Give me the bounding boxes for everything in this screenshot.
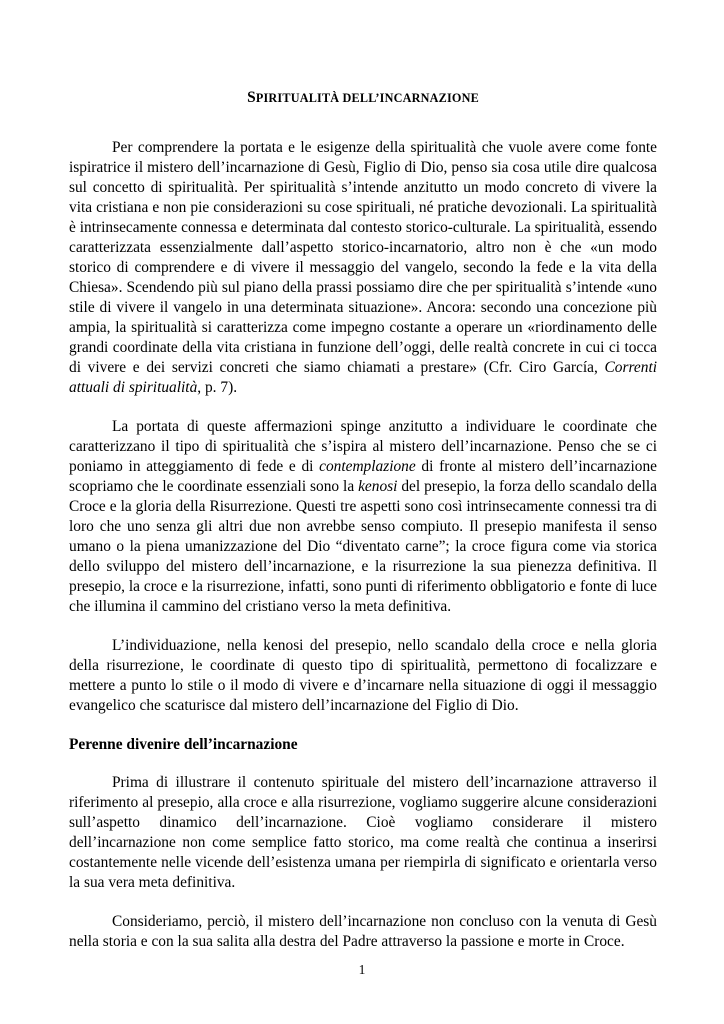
title-rest: PIRITUALITÀ DELL’INCARNAZIONE xyxy=(255,91,479,105)
title-first-letter: S xyxy=(247,89,256,106)
section-heading: Perenne divenire dell’incarnazione xyxy=(69,736,298,753)
section-paragraph-1-text: Prima di illustrare il contenuto spirituale del mistero dell’incarnazione attraverso il riferimento al presepio, alla croce e alla risurrezione, vogliamo suggerire alcune considerazioni sull’aspetto dinamico dell’incarnazione. Cioè vogliamo considerare il mistero dell’incarnazione non come semplice fatto storico, ma come realtà che continua a inserirsi costantemente nelle vicende dell’esistenza umana per riempirla di significato e orientarla verso la sua vera meta definitiva. xyxy=(69,774,657,891)
paragraph-1 xyxy=(69,138,657,398)
paragraph-2-italic-contemplazione: contemplazione xyxy=(319,458,416,475)
document-title xyxy=(69,88,657,108)
section-paragraph-1 xyxy=(69,773,657,893)
paragraph-2-text-2: di fronte al mistero dell’incarnazione scopriamo che le coordinate essenziali sono la xyxy=(69,458,657,495)
paragraph-1-text-2: , p. 7). xyxy=(197,379,238,396)
paragraph-3-text-1: L’individuazione, nella kenosi del presepio, nello scandalo della croce e nella gloria della risurrezione, le coordinate di questo tipo di spiritualità, permettono di focalizzare e mettere a punto lo stile o il modo di vivere e d’incarnare nella situazione di oggi il messaggio evangelico che scaturisce dal mistero dell’incarnazione del Figlio di Dio. xyxy=(69,637,657,714)
paragraph-3 xyxy=(69,636,657,716)
section-paragraph-2 xyxy=(69,912,657,952)
page-number: 1 xyxy=(358,962,366,977)
document-page xyxy=(69,88,657,971)
paragraph-1-text-1: Per comprendere la portata e le esigenze della spiritualità che vuole avere come fonte ispiratrice il mistero dell’incarnazione di Gesù, Figlio di Dio, penso sia cosa utile dire qualcosa sul concetto di spiritualità. Per spiritualità s’intende anzitutto un modo concreto di vivere la vita cristiana e non pie considerazioni su cose spirituali, né pratiche devozionali. La spiritualità è intrinsecamente connessa e determinata dal contesto storico-culturale. La spiritualità, essendo caratterizzata essenzialmente dall’aspetto storico-incarnatorio, altro non è che «un modo storico di comprendere e di vivere il messaggio del vangelo, secondo la fede e la vita della Chiesa». Scendendo più sul piano della prassi possiamo dire che per spiritualità s’intende «uno stile di vivere il vangelo in una determinata situazione». Ancora: secondo una concezione più ampia, la spiritualità si caratterizza come impegno costante a operare un «riordinamento delle grandi coordinate della vita cristiana in funzione dell’oggi, delle realtà concrete in cui ci tocca di vivere e dei servizi concreti che siamo chiamati a prestare» (Cfr. Ciro García, xyxy=(69,139,657,376)
paragraph-1-italic-title: Correnti attuali di spiritualità xyxy=(69,359,657,396)
paragraph-2-text-3: del presepio, la forza dello scandalo della Croce e la gloria della Risurrezione. Questi tre aspetti sono così intrinsecamente connessi tra di loro che uno senza gli altri due non avrebbe senso compiuto. Il presepio manifesta il senso umano o la piena umanizzazione del Dio “diventato carne”; la croce figura come via storica dello sviluppo del mistero dell’incarnazione, e la risurrezione la sua pienezza definitiva. Il presepio, la croce e la risurrezione, infatti, sono punti di riferimento obbligatorio e fonte di luce che illumina il cammino del cristiano verso la meta definitiva. xyxy=(69,478,657,615)
paragraph-2-italic-kenosi: kenosi xyxy=(358,478,398,495)
paragraph-2 xyxy=(69,417,657,617)
paragraph-2-text-1: La portata di queste affermazioni spinge anzitutto a individuare le coordinate che caratterizzano il tipo di spiritualità che s’ispira al mistero dell’incarnazione. Penso che se ci poniamo in atteggiamento di fede e di xyxy=(69,418,657,475)
section-paragraph-2-text: Consideriamo, perciò, il mistero dell’incarnazione non concluso con la venuta di Gesù nella storia e con la sua salita alla destra del Padre attraverso la passione e morte in Croce. xyxy=(69,913,657,950)
